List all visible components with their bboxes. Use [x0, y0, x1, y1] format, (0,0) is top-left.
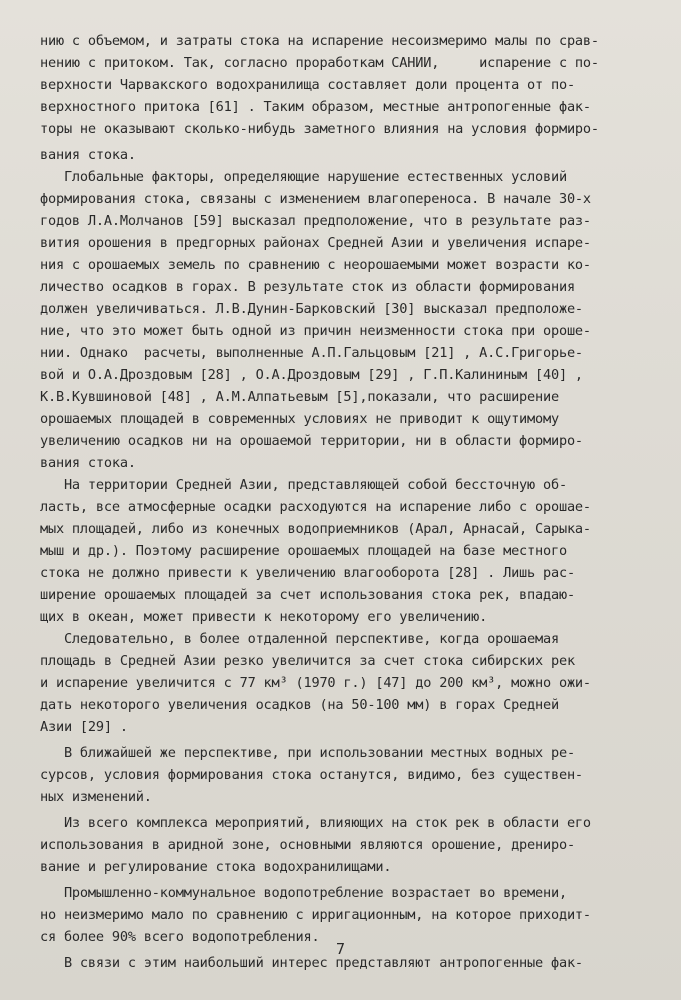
text-line: На территории Средней Азии, представляющей собой бессточную об- — [40, 477, 567, 493]
text-line: площадь в Средней Азии резко увеличится за счет стока сибирских рек — [40, 653, 575, 669]
text-line: Промышленно-коммунальное водопотребление возрастает во времени, — [40, 885, 567, 901]
text-line: нению с притоком. Так, согласно проработкам САНИИ, испарение с по- — [40, 55, 599, 71]
text-line: личество осадков в горах. В результате сток из области формирования — [40, 279, 575, 295]
text-line: ся более 90% всего водопотребления. — [40, 929, 320, 945]
text-line: дать некоторого увеличения осадков (на 50-100 мм) в горах Средней — [40, 697, 559, 713]
text-line: ласть, все атмосферные осадки расходуются на испарение либо с орошае- — [40, 499, 591, 515]
text-line: вание и регулирование стока водохранилищами. — [40, 859, 392, 875]
text-line: формирования стока, связаны с изменением влагопереноса. В начале 30-х — [40, 191, 591, 207]
text-line: но неизмеримо мало по сравнению с ирригационным, на которое приходит- — [40, 907, 591, 923]
text-line: нии. Однако расчеты, выполненные А.П.Гальцовым [21] , А.С.Григорье- — [40, 345, 583, 361]
text-line: К.В.Кувшиновой [48] , А.М.Алпатьевым [5],показали, что расширение — [40, 389, 559, 405]
text-line: Азии [29] . — [40, 719, 128, 735]
text-line: Из всего комплекса мероприятий, влияющих на сток рек в области его — [40, 815, 591, 831]
text-line: годов Л.А.Молчанов [59] высказал предположение, что в результате раз- — [40, 213, 591, 229]
text-line: ние, что это может быть одной из причин неизменности стока при ороше- — [40, 323, 591, 339]
body-text — [40, 30, 640, 974]
text-line: должен увеличиваться. Л.В.Дунин-Барковский [30] высказал предположе- — [40, 301, 583, 317]
text-line: вания стока. — [40, 147, 136, 163]
text-line: и испарение увеличится с 77 км³ (1970 г.) [47] до 200 км³, можно ожи- — [40, 675, 591, 691]
text-line: стока не должно привести к увеличению влагооборота [28] . Лишь рас- — [40, 565, 575, 581]
text-line: В связи с этим наибольший интерес представляют антропогенные фак- — [40, 955, 583, 971]
text-line: торы не оказывают сколько-нибудь заметного влияния на условия формиро- — [40, 121, 599, 137]
text-line: использования в аридной зоне, основными являются орошение, дрениро- — [40, 837, 575, 853]
text-line: В ближайшей же перспективе, при использовании местных водных ре- — [40, 745, 575, 761]
text-line: Следовательно, в более отдаленной перспективе, когда орошаемая — [40, 631, 559, 647]
text-line: сурсов, условия формирования стока останутся, видимо, без существен- — [40, 767, 583, 783]
text-line: ных изменений. — [40, 789, 152, 805]
text-line: Глобальные факторы, определяющие нарушение естественных условий — [40, 169, 567, 185]
text-line: ширение орошаемых площадей за счет использования стока рек, впадаю- — [40, 587, 575, 603]
text-line: ния с орошаемых земель по сравнению с неорошаемыми может возрасти ко- — [40, 257, 591, 273]
page-number: 7 — [335, 940, 346, 958]
text-line: нию с объемом, и затраты стока на испарение несоизмеримо малы по срав- — [40, 33, 599, 49]
text-line: верхности Чарвакского водохранилища составляет доли процента от по- — [40, 77, 575, 93]
text-line: увеличению осадков ни на орошаемой территории, ни в области формиро- — [40, 433, 583, 449]
text-line: вой и О.А.Дроздовым [28] , О.А.Дроздовым [29] , Г.П.Калининым [40] , — [40, 367, 583, 383]
text-line: верхностного притока [61] . Таким образом, местные антропогенные фак- — [40, 99, 591, 115]
text-line: мыш и др.). Поэтому расширение орошаемых площадей на базе местного — [40, 543, 567, 559]
text-line: вития орошения в предгорных районах Средней Азии и увеличения испаре- — [40, 235, 591, 251]
text-line: орошаемых площадей в современных условиях не приводит к ощутимому — [40, 411, 559, 427]
text-line: мых площадей, либо из конечных водоприемников (Арал, Арнасай, Сарыка- — [40, 521, 591, 537]
text-line: щих в океан, может привести к некоторому его увеличению. — [40, 609, 488, 625]
text-line: вания стока. — [40, 455, 136, 471]
